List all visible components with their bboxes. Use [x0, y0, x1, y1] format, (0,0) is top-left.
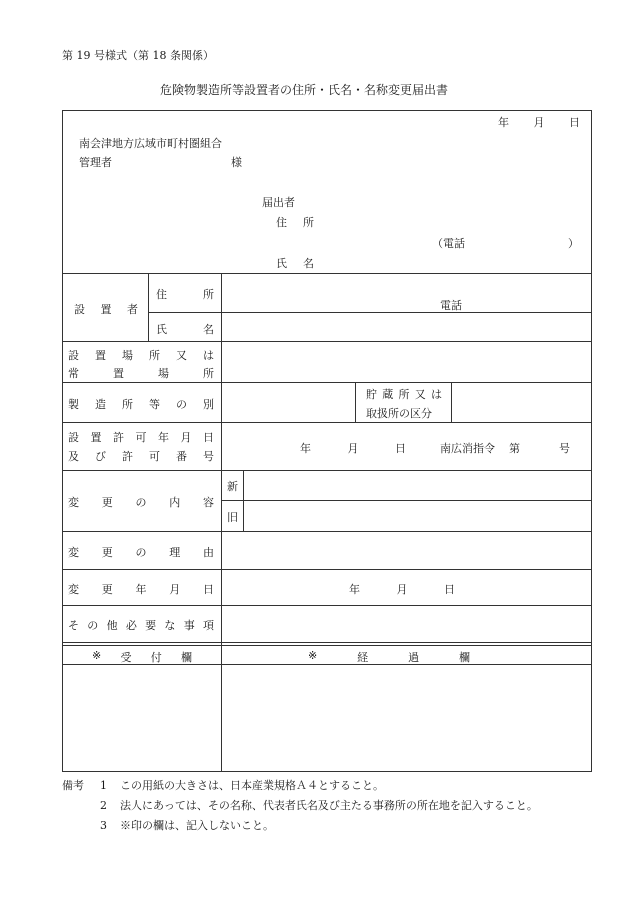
- progress-column-header: ※ 経 過 欄: [308, 649, 470, 664]
- change-date-fields: 年 月 日: [349, 583, 455, 596]
- facility-type-label: 製 造 所 等 の 別: [68, 398, 214, 411]
- note-item: 1 この用紙の大きさは、日本産業規格Ａ４とすること。: [100, 779, 384, 792]
- notifier-label: 届出者: [262, 196, 295, 209]
- installer-phone-label: 電話: [440, 299, 462, 312]
- notifier-phone-label: （電話: [432, 237, 465, 250]
- location-label-line2: 常 置 場 所: [68, 367, 214, 380]
- note-item: 2 法人にあっては、その名称、代表者氏名及び主たる事務所の所在地を記入すること。: [100, 799, 538, 812]
- permit-label-line2: 及 び 許 可 番 号: [68, 450, 214, 463]
- installer-address-label: 住 所: [156, 288, 214, 301]
- reception-column-header: ※ 受 付 欄: [92, 649, 192, 664]
- installer-label: 設 置 者: [74, 303, 138, 316]
- notifier-name-label: 氏 名: [276, 257, 314, 270]
- storage-label-line1: 貯 蔵 所 又 は: [366, 388, 442, 401]
- permit-date: 年 月 日: [300, 442, 406, 455]
- installer-name-label: 氏 名: [156, 323, 214, 336]
- addressee-manager: 管理者: [79, 156, 112, 169]
- location-label-line1: 設 置 場 所 又 は: [68, 349, 214, 362]
- notifier-address-label: 住 所: [276, 216, 314, 229]
- addressee-honorific: 様: [231, 156, 242, 169]
- change-new-label: 新: [227, 480, 238, 493]
- permit-label-line1: 設 置 許 可 年 月 日: [68, 431, 214, 444]
- permit-dai: 第: [509, 442, 520, 455]
- change-old-label: 旧: [227, 511, 238, 524]
- permit-go: 号: [559, 442, 570, 455]
- note-item: 3 ※印の欄は、記入しないこと。: [100, 819, 274, 832]
- change-date-label: 変 更 年 月 日: [68, 583, 214, 596]
- notes-label: 備考: [62, 779, 84, 792]
- page-title: 危険物製造所等設置者の住所・氏名・名称変更届出書: [160, 83, 449, 97]
- form-number: 第 19 号様式（第 18 条関係）: [62, 49, 214, 62]
- notifier-phone-close: ）: [568, 237, 579, 250]
- addressee-org: 南会津地方広域市町村圏組合: [79, 137, 222, 150]
- change-reason-label: 変 更 の 理 由: [68, 546, 214, 559]
- other-matters-label: そ の 他 必 要 な 事 項: [68, 619, 214, 632]
- storage-label-line2: 取扱所の区分: [366, 407, 432, 420]
- permit-prefix: 南広消指令: [440, 442, 495, 455]
- submission-date: 年 月 日: [498, 116, 580, 129]
- change-content-label: 変 更 の 内 容: [68, 496, 214, 509]
